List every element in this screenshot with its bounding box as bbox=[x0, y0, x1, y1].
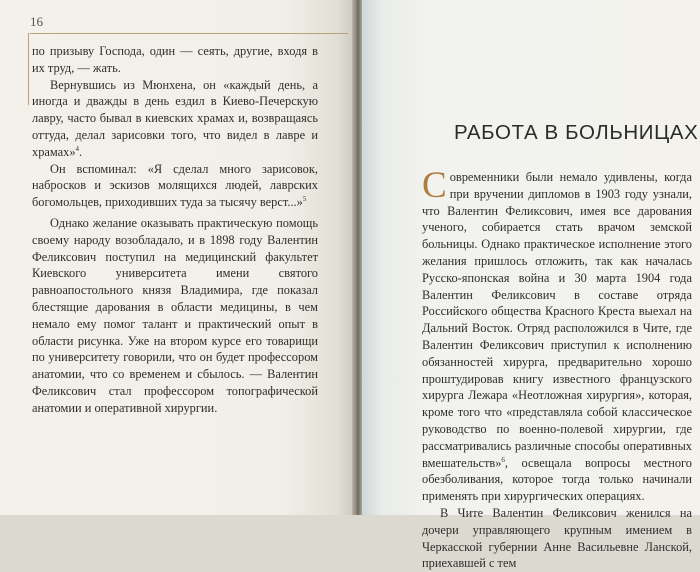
paragraph: по призыву Господа, один — сеять, другие, входя в их труд, — жать. bbox=[32, 44, 318, 75]
right-page bbox=[362, 0, 700, 571]
header-rule bbox=[30, 33, 348, 34]
page-number: 16 bbox=[30, 14, 43, 29]
left-page-text bbox=[32, 43, 318, 417]
footnote-marker: 6 bbox=[501, 455, 505, 464]
footnote-marker: 4 bbox=[75, 144, 80, 153]
book-spine-gutter bbox=[352, 0, 362, 515]
right-page-text bbox=[422, 165, 692, 572]
paragraph: Вернувшись из Мюнхена, он «каждый день, а иногда и дважды в день ездил в Киево-Печерскую лавру, часто бывал в киевских храмах и, возвращаясь оттуда, делал зарисовки того, что видел в лавре и храмах»$^4$. bbox=[32, 77, 318, 159]
footnote-marker: 5 bbox=[302, 195, 307, 204]
paragraph: В Чите Валентин Феликсович женился на дочери управляющего крупным имением в Черкасской губернии Анне Васильевне Ланской, приехавшей с тем bbox=[422, 505, 692, 571]
paragraph: Однако желание оказывать практическую помощь своему народу возобладало, и в 1898 году Валентин Феликсович поступил на медицинский факультет Киевского университета имени святого равноапостольного князя Владимира, где показал блестящие дарования в области медицины, в чем немало ему помог талант и практический опыт в области рисунка. Уже на втором курсе его товарищи по университету говорили, что он будет профессором анатомии, что со временем и сбылось. — Валентин Феликсович стал профессором топографической анатомии и оперативной хирургии. bbox=[32, 215, 318, 415]
drop-cap: С bbox=[422, 165, 447, 206]
left-page bbox=[0, 0, 352, 515]
paragraph: Он вспоминал: «Я сделал много зарисовок, набросков и эскизов молящихся людей, лаврских богомольцев, приходивших туда за тысячу верст...»$^5$ bbox=[32, 161, 318, 210]
paragraph: Современники были немало удивлены, когда при вручении дипломов в 1903 году узнали, что Валентин Феликсович, имея все дарования ученого, собирается стать врачом земской больницы. Однако практическое исполнение этого желания пришлось отложить, так как началась Русско-японская война и 30 марта 1904 года Валентин Феликсович в составе отряда Российского общества Красного Креста выехал на Дальний Восток. Отряд расположился в Чите, где Валентин Феликсович приступил к исполнению обязанностей хирурга, предварительно хорошо проштудировав книгу известного французского хирурга Лежара «Неотложная хирургия», которая, кроме того что «представляла собой классическое руководство по военно-полевой хирургии, где рассматривались различные способы оперативных вмешательств»$^6$, освещала вопросы местного обезболивания, которое тогда только начинали применять при хирургических операциях. bbox=[422, 165, 692, 504]
chapter-title: РАБОТА В БОЛЬНИЦАХ bbox=[454, 121, 699, 144]
header-rule-vertical bbox=[28, 33, 29, 105]
